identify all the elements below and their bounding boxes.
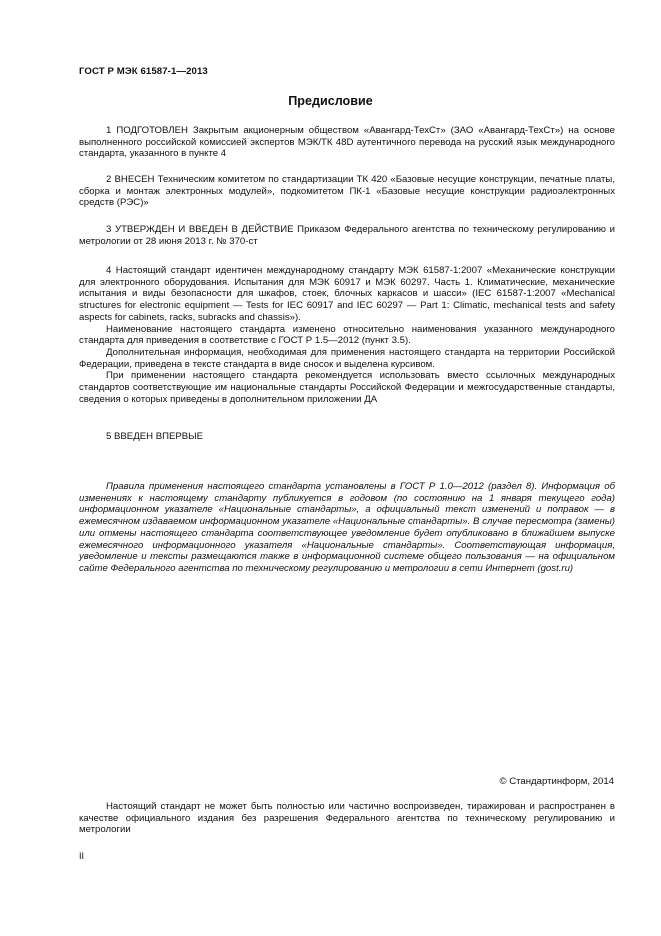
paragraph: 5 ВВЕДЕН ВПЕРВЫЕ <box>106 431 204 442</box>
paragraph: 3 УТВЕРЖДЕН И ВВЕДЕН В ДЕЙСТВИЕ Приказом Федерального агентства по техническому регулированию и метрологии от 28 июня 2013 г. № 370-ст <box>79 224 615 247</box>
foreword-item-3 <box>79 224 615 247</box>
page-number: II <box>79 851 85 861</box>
foreword-item-4 <box>79 265 615 405</box>
paragraph: При применении настоящего стандарта рекомендуется использовать вместо ссылочных международных стандартов соответствующие им национальные стандарты Российской Федерации и межгосударственные стандарты, сведения о которых приведены в дополнительном приложении ДА <box>79 370 615 405</box>
paragraph: Настоящий стандарт не может быть полностью или частично воспроизведен, тиражирован и распространен в качестве официального издания без разрешения Федерального агентства по техническому регулированию и метрологии <box>79 801 615 836</box>
paragraph: 1 ПОДГОТОВЛЕН Закрытым акционерным обществом «Авангард-ТехСт» (ЗАО «Авангард-ТехСт») на основе выполненного российской комиссией экспертов МЭК/ТК 48D аутентичного перевода на русский язык международного стандарта, указанного в пункте 4 <box>79 125 615 160</box>
paragraph: Дополнительная информация, необходимая для применения настоящего стандарта на территории Российской Федерации, приведена в тексте стандарта в виде сносок и выделена курсивом. <box>79 346 615 370</box>
paragraph: Наименование настоящего стандарта изменено относительно наименования указанного международного стандарта для приведения в соответствие с ГОСТ Р 1.5—2012 (пункт 3.5). <box>79 323 615 347</box>
foreword-item-2 <box>79 174 615 209</box>
foreword-item-1 <box>79 125 615 160</box>
paragraph: 4 Настоящий стандарт идентичен международному стандарту МЭК 61587-1:2007 «Механические конструкции для электронного оборудования. Испытания для МЭК 60917 и МЭК 60297. Часть 1. Климатические, механические испытания и виды безопасности для шкафов, стоек, блочных каркасов и шасси» (IEC 61587-1:2007 «Mechanical structures for electronic equipment — Tests for IEC 60917 and IEC 60297 — Part 1: Climatic, mechanical tests and safety aspects for cabinets, racks, subracks and chassis»). <box>79 265 615 323</box>
document-code-header: ГОСТ Р МЭК 61587-1—2013 <box>79 66 208 77</box>
foreword-item-5 <box>79 431 615 443</box>
copyright-notice: © Стандартинформ, 2014 <box>499 776 614 787</box>
paragraph: 2 ВНЕСЕН Техническим комитетом по стандартизации ТК 420 «Базовые несущие конструкции, печатные платы, сборка и монтаж электронных модулей», подкомитетом ПК-1 «Базовые несущие конструкции радиоэлектронных средств (РЭС)» <box>79 174 615 209</box>
application-rules-notice <box>79 481 615 575</box>
page-title: Предисловие <box>288 94 373 108</box>
reproduction-notice <box>79 801 615 836</box>
paragraph: Правила применения настоящего стандарта установлены в ГОСТ Р 1.0—2012 (раздел 8). Информация об изменениях к настоящему стандарту публикуется в годовом (по состоянию на 1 января текущего года) информационном указателе «Национальные стандарты», а официальный текст изменений и поправок — в ежемесячном издаваемом информационном указателе «Национальные стандарты». В случае пересмотра (замены) или отмены настоящего стандарта соответствующее уведомление будет опубликовано в ближайшем выпуске ежемесячного информационного указателя «Национальные стандарты». Соответствующая информация, уведомление и тексты размещаются также в информационной системе общего пользования — на официальном сайте Федерального агентства по техническому регулированию и метрологии в сети Интернет (gost.ru) <box>79 481 615 574</box>
